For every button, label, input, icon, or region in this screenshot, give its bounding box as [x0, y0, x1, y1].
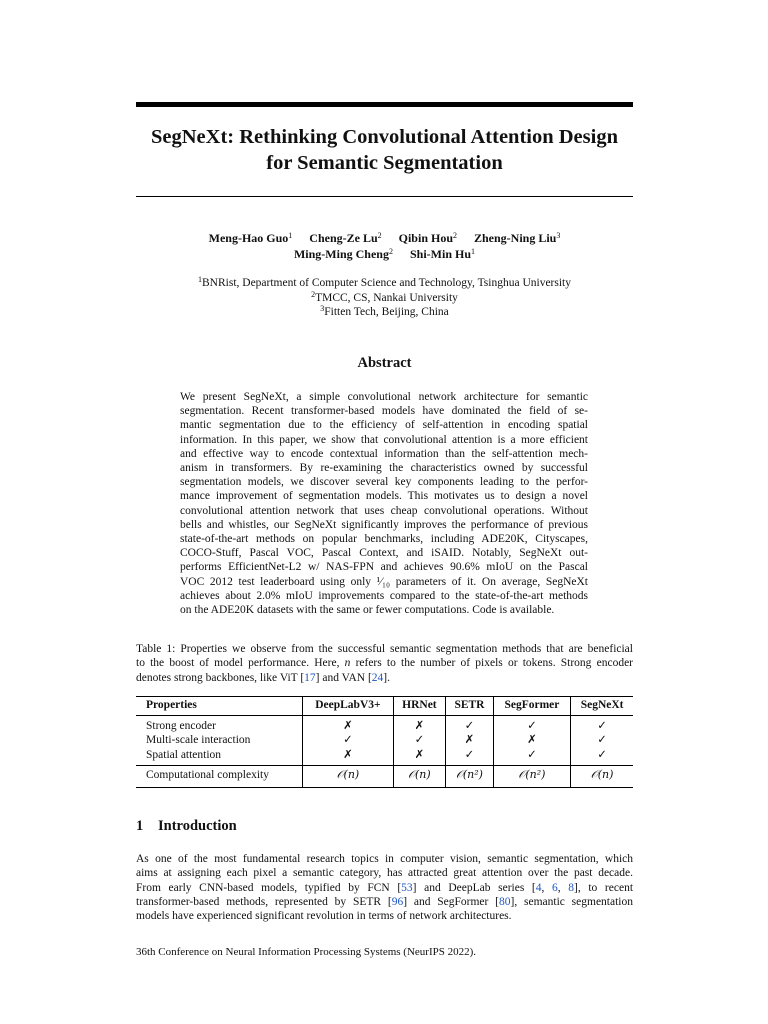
top-rule [136, 102, 633, 107]
abstract-line: VOC 2012 test leaderboard using only ¹⁄₁₀ parameters of it. On average, SegNeXt [180, 575, 588, 588]
paper-title [136, 124, 633, 176]
abstract-body [180, 390, 588, 617]
table-cell: 𝒪(n) [571, 766, 633, 788]
affiliation-1: $^1$BNRist, Department of Computer Science and Technology, Tsinghua University [198, 275, 571, 289]
header-cell: Properties [136, 697, 303, 716]
section-number: 1 [136, 818, 144, 834]
table-cell: 𝒪(n) [393, 766, 446, 788]
table-row [136, 733, 633, 748]
table-cell: ✓ [571, 748, 633, 766]
caption-line: Table 1: Properties we observe from the successful semantic segmentation methods that are beneficial [136, 643, 633, 655]
abstract-line: information. In this paper, we show that convolutional attention is a more efficient [180, 433, 588, 446]
table-cell: 𝒪(n²) [493, 766, 571, 788]
author: Ming-Ming Cheng$^2$ [293, 247, 393, 261]
abstract-line: We present SegNeXt, a simple convolutional network architecture for semantic [180, 391, 588, 403]
author: Zheng-Ning Liu$^3$ [474, 231, 561, 245]
abstract-heading: Abstract [357, 355, 412, 371]
abstract-line: COCO-Stuff, Pascal VOC, Pascal Context, and iSAID. Notably, SegNeXt out- [180, 547, 588, 560]
title-line-1: SegNeXt: Rethinking Convolutional Attention Design [151, 126, 618, 148]
table-cell: ✓ [303, 733, 393, 748]
citation-link[interactable]: 24 [371, 671, 384, 684]
row-label: Multi-scale interaction [146, 734, 251, 746]
table-cell: ✗ [446, 733, 493, 748]
table-cell: ✗ [493, 733, 571, 748]
abstract-line: on the ADE20K datasets with the same or fewer computations. Code is available. [180, 604, 555, 617]
author: Qibin Hou$^2$ [398, 231, 457, 245]
conference-footnote: 36th Conference on Neural Information Processing Systems (NeurIPS 2022). [136, 946, 477, 958]
paragraph-line: aims at assigning each pixel a semantic category, has attracted great attention over the past decade. [136, 867, 633, 880]
abstract-line: convolutional attention network that uses cheap convolutional operations. Without [180, 504, 588, 517]
table-cell: ✓ [393, 733, 446, 748]
paragraph-line: From early CNN-based models, typified by FCN [53] and DeepLab series [4, 6, 8], to recent [136, 881, 634, 894]
table-caption [136, 642, 633, 685]
author-list [136, 230, 633, 262]
abstract-line: anism in transformers. By re-examining the characteristics owned by successful [180, 462, 588, 475]
affiliation-2: $^2$TMCC, CS, Nankai University [311, 289, 458, 304]
title-line-2: for Semantic Segmentation [266, 152, 503, 174]
table-row-complexity [136, 766, 633, 788]
table-cell: ✓ [446, 715, 493, 733]
row-label: Computational complexity [136, 766, 303, 788]
paragraph-line: transformer-based methods, represented by SETR [96] and SegFormer [80], semantic segmentation [136, 895, 633, 908]
table-cell: ✗ [303, 748, 393, 766]
table-row [136, 748, 633, 766]
abstract-line: mantic segmentation due to the efficiency of self-attention in encoding spatial [180, 419, 588, 432]
author-row-2 [136, 246, 633, 262]
citation-link[interactable]: 53 [401, 881, 413, 894]
header-cell: SETR [446, 697, 493, 716]
abstract-line: and effective way to encode contextual information than the self-attention mech- [180, 447, 588, 460]
author: Shi-Min Hu$^1$ [409, 247, 476, 261]
table-cell: ✗ [303, 715, 393, 733]
table-cell: ✓ [571, 733, 633, 748]
table-cell: ✓ [493, 715, 571, 733]
citation-link[interactable]: 4 [535, 881, 542, 894]
header-cell: SegNeXt [571, 697, 633, 716]
table-cell: ✓ [493, 748, 571, 766]
properties-table [136, 696, 633, 788]
abstract-line: segmentation models, we discover several key components leading to the perfor- [180, 476, 588, 489]
table-cell: ✓ [571, 715, 633, 733]
citation-link[interactable]: 17 [304, 671, 316, 684]
header-cell: DeepLabV3+ [303, 697, 393, 716]
row-label: Spatial attention [136, 748, 303, 766]
row-label: Strong encoder [146, 719, 216, 732]
abstract-line: segmentation. Recent transformer-based models have dominated the field of se- [180, 405, 588, 418]
caption-line: denotes strong backbones, like ViT [17] and VAN [24]. [136, 671, 391, 684]
abstract-line: achieves about 2.0% mIoU improvements compared to the state-of-the-art methods [180, 589, 588, 602]
author: Cheng-Ze Lu$^2$ [309, 231, 382, 245]
abstract-line: mance improvement of segmentation models. This motivates us to design a novel [180, 490, 588, 503]
header-cell: HRNet [393, 697, 446, 716]
paragraph-line: models have experienced significant revolution in terms of network architectures. [136, 910, 512, 923]
abstract-line: bells and whistles, our SegNeXt significantly improves the performance of previous [180, 518, 588, 531]
paragraph-line: As one of the most fundamental research topics in computer vision, semantic segmentation, which [136, 853, 633, 865]
table-header-row [136, 697, 633, 716]
author-row-1 [136, 230, 633, 246]
table-cell: ✓ [446, 748, 493, 766]
table-cell: ✗ [393, 715, 446, 733]
section-heading [136, 818, 237, 835]
caption-line: to the boost of model performance. Here, n refers to the number of pixels or tokens. Strong encoder [136, 657, 633, 670]
abstract-line: state-of-the-art methods on popular benchmarks, including ADE20K, Cityscapes, [180, 533, 588, 546]
table-row [136, 715, 633, 733]
intro-paragraph [136, 852, 633, 923]
affiliation-3: $^3$Fitten Tech, Beijing, China [320, 304, 449, 318]
citation-link[interactable]: 96 [391, 895, 404, 908]
citation-link[interactable]: 6 [552, 881, 558, 894]
title-rule [136, 196, 633, 197]
citation-link[interactable]: 8 [568, 881, 575, 894]
table-cell: 𝒪(n) [303, 766, 393, 788]
citation-link[interactable]: 80 [499, 895, 511, 908]
table-cell: ✗ [393, 748, 446, 766]
author: Meng-Hao Guo$^1$ [208, 231, 293, 245]
math-n: n [344, 657, 351, 670]
abstract-line: performs EfficientNet-L2 w/ NAS-FPN and achieves 90.6% mIoU on the Pascal [180, 561, 588, 574]
section-title: Introduction [158, 818, 237, 834]
table-cell: 𝒪(n²) [446, 766, 493, 788]
header-cell: SegFormer [493, 697, 571, 716]
affiliations [136, 276, 633, 320]
